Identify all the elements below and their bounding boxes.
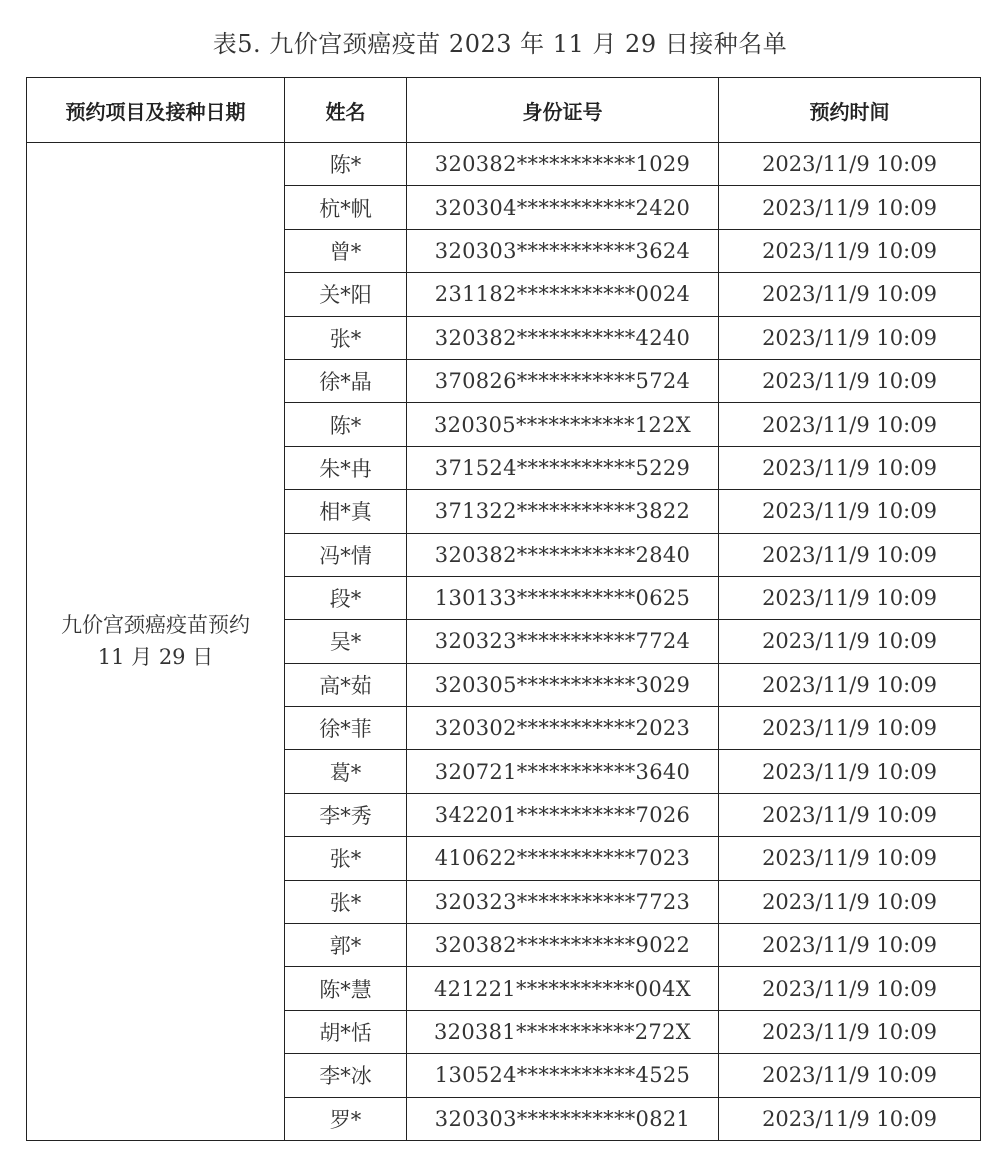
id-number-cell: 231182***********0024 [407,273,719,316]
appointment-time-cell: 2023/11/9 10:09 [719,316,981,359]
id-number-cell: 320304***********2420 [407,186,719,229]
name-cell: 李*冰 [285,1054,407,1097]
appointment-time-cell: 2023/11/9 10:09 [719,663,981,706]
header-id-number: 身份证号 [407,78,719,143]
appointment-time-cell: 2023/11/9 10:09 [719,576,981,619]
name-cell: 郭* [285,924,407,967]
name-cell: 徐*菲 [285,707,407,750]
id-number-cell: 320382***********2840 [407,533,719,576]
id-number-cell: 342201***********7026 [407,793,719,836]
appointment-time-cell: 2023/11/9 10:09 [719,1010,981,1053]
id-number-cell: 320323***********7724 [407,620,719,663]
appointment-time-cell: 2023/11/9 10:09 [719,620,981,663]
table-row [27,143,981,186]
roster-body [27,143,981,1141]
appointment-time-cell: 2023/11/9 10:09 [719,1097,981,1140]
id-number-cell: 320323***********7723 [407,880,719,923]
name-cell: 段* [285,576,407,619]
appointment-time-cell: 2023/11/9 10:09 [719,793,981,836]
name-cell: 相*真 [285,490,407,533]
id-number-cell: 320382***********9022 [407,924,719,967]
id-number-cell: 371322***********3822 [407,490,719,533]
project-name: 九价宫颈癌疫苗预约 [61,613,250,638]
name-cell: 张* [285,880,407,923]
id-number-cell: 371524***********5229 [407,446,719,489]
id-number-cell: 410622***********7023 [407,837,719,880]
header-name: 姓名 [285,78,407,143]
appointment-time-cell: 2023/11/9 10:09 [719,403,981,446]
appointment-time-cell: 2023/11/9 10:09 [719,924,981,967]
id-number-cell: 320303***********0821 [407,1097,719,1140]
id-number-cell: 320721***********3640 [407,750,719,793]
id-number-cell: 320302***********2023 [407,707,719,750]
name-cell: 胡*恬 [285,1010,407,1053]
appointment-time-cell: 2023/11/9 10:09 [719,490,981,533]
appointment-time-cell: 2023/11/9 10:09 [719,1054,981,1097]
name-cell: 陈* [285,403,407,446]
appointment-time-cell: 2023/11/9 10:09 [719,707,981,750]
name-cell: 张* [285,837,407,880]
appointment-time-cell: 2023/11/9 10:09 [719,446,981,489]
project-date: 11 月 29 日 [97,645,214,670]
table-title: 表5. 九价宫颈癌疫苗 2023 年 11 月 29 日接种名单 [212,30,788,58]
appointment-time-cell: 2023/11/9 10:09 [719,143,981,186]
appointment-time-cell: 2023/11/9 10:09 [719,750,981,793]
id-number-cell: 421221***********004X [407,967,719,1010]
appointment-time-cell: 2023/11/9 10:09 [719,967,981,1010]
name-cell: 李*秀 [285,793,407,836]
name-cell: 吴* [285,620,407,663]
appointment-time-cell: 2023/11/9 10:09 [719,273,981,316]
id-number-cell: 320305***********3029 [407,663,719,706]
name-cell: 朱*冉 [285,446,407,489]
appointment-time-cell: 2023/11/9 10:09 [719,186,981,229]
vaccination-roster-table [26,77,981,1141]
name-cell: 罗* [285,1097,407,1140]
id-number-cell: 320305***********122X [407,403,719,446]
appointment-time-cell: 2023/11/9 10:09 [719,837,981,880]
name-cell: 冯*情 [285,533,407,576]
name-cell: 关*阳 [285,273,407,316]
appointment-time-cell: 2023/11/9 10:09 [719,533,981,576]
header-row [27,78,981,143]
header-project: 预约项目及接种日期 [27,78,285,143]
id-number-cell: 320303***********3624 [407,229,719,272]
appointment-time-cell: 2023/11/9 10:09 [719,359,981,402]
id-number-cell: 370826***********5724 [407,359,719,402]
name-cell: 曾* [285,229,407,272]
appointment-time-cell: 2023/11/9 10:09 [719,880,981,923]
header-appointment-time: 预约时间 [719,78,981,143]
name-cell: 高*茹 [285,663,407,706]
project-cell [27,143,285,1141]
name-cell: 徐*晶 [285,359,407,402]
id-number-cell: 130133***********0625 [407,576,719,619]
appointment-time-cell: 2023/11/9 10:09 [719,229,981,272]
name-cell: 陈*慧 [285,967,407,1010]
id-number-cell: 320381***********272X [407,1010,719,1053]
id-number-cell: 130524***********4525 [407,1054,719,1097]
name-cell: 陈* [285,143,407,186]
id-number-cell: 320382***********1029 [407,143,719,186]
name-cell: 张* [285,316,407,359]
name-cell: 杭*帆 [285,186,407,229]
id-number-cell: 320382***********4240 [407,316,719,359]
name-cell: 葛* [285,750,407,793]
